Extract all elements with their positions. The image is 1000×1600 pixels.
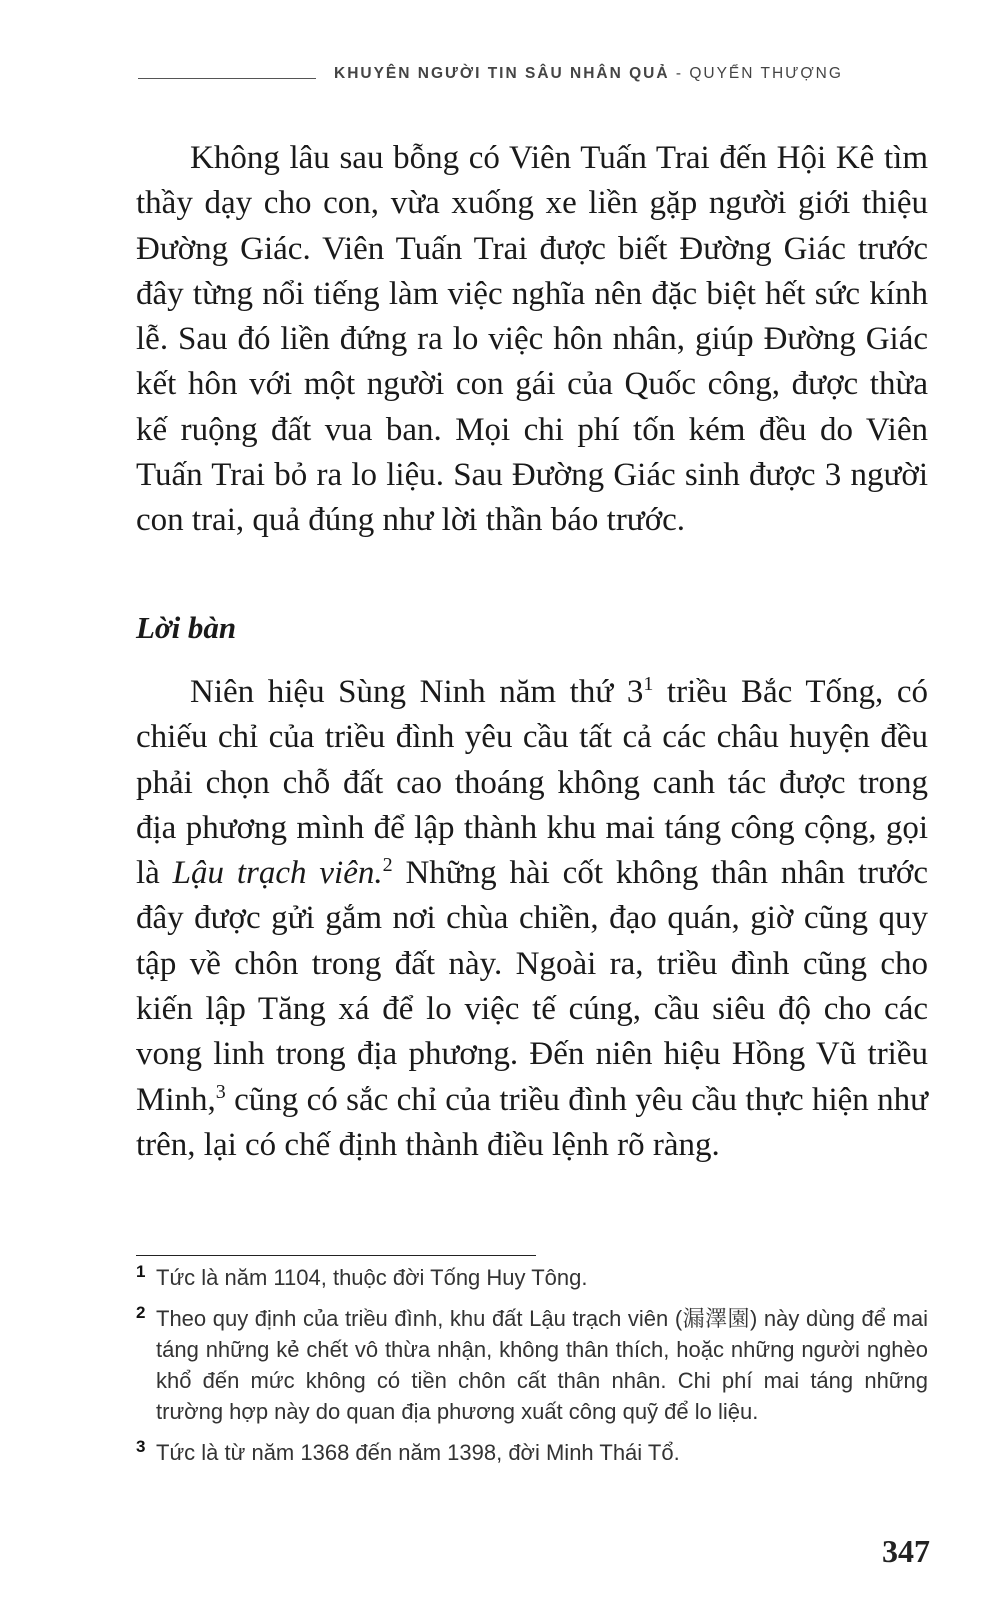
italic-term: Lậu trạch viên. [172,855,383,892]
header-text [334,65,843,83]
footnote-3 [136,1437,928,1468]
footnote-1-text: Tức là năm 1104, thuộc đời Tống Huy Tông. [156,1265,588,1290]
footnote-1 [136,1262,928,1293]
footnote-2 [136,1303,928,1427]
paragraph-1-text: Không lâu sau bỗng có Viên Tuấn Trai đến Hội Kê tìm thầy dạy cho con, vừa xuống xe liền gặp người giới thiệu Đường Giác. Viên Tuấn Trai được biết Đường Giác trước đây từng nổi tiếng làm việc nghĩa nên đặc biệt hết sức kính lễ. Sau đó liền đứng ra lo việc hôn nhân, giúp Đường Giác kết hôn với một người con gái của Quốc công, được thừa kế ruộng đất vua ban. Mọi chi phí tốn kém đều do Viên Tuấn Trai bỏ ra lo liệu. Sau Đường Giác sinh được 3 người con trai, quả đúng như lời thần báo trước. [136,140,928,539]
footnote-ref-1: 1 [643,673,654,695]
footnote-1-mark: 1 [136,1262,146,1281]
header-separator: - [669,65,690,82]
footnote-rule [136,1255,536,1256]
footnote-ref-3: 3 [215,1080,226,1103]
book-title: KHUYÊN NGƯỜI TIN SÂU NHÂN QUẢ [334,65,670,82]
paragraph-2-part-4: cũng có sắc chỉ của triều đình yêu cầu thực hiện như trên, lại có chế định thành điều lệnh rõ ràng. [136,1081,928,1163]
footnote-2-mark: 2 [136,1303,146,1322]
volume-title: QUYỂN THƯỢNG [689,65,843,82]
footnotes [136,1262,928,1478]
paragraph-1 [136,136,928,544]
paragraph-2 [136,670,928,1168]
paragraph-2-part-3: Những hài cốt không thân nhân trước đây được gửi gắm nơi chùa chiền, đạo quán, giờ cũng quy tập về chôn trong đất này. Ngoài ra, triều đình cũng cho kiến lập Tăng xá để lo việc tế cúng, cầu siêu độ cho các vong linh trong địa phương. Đến niên hiệu Hồng Vũ triều Minh, [136,855,928,1118]
page-number: 347 [882,1533,930,1569]
section-heading: Lời bàn [136,610,237,645]
footnote-3-mark: 3 [136,1437,146,1456]
footnote-2-text: Theo quy định của triều đình, khu đất Lậu trạch viên (漏澤園) này dùng để mai táng những kẻ chết vô thừa nhận, không thân thích, hoặc những người nghèo khổ đến mức không có tiền chôn cất thân nhân. Chi phí mai táng những trường hợp này do quan địa phương xuất công quỹ để lo liệu. [156,1306,928,1424]
paragraph-2-part-1: Niên hiệu Sùng Ninh năm thứ 3 [190,674,644,710]
running-header [138,62,930,86]
paragraph-2-part-2: triều Bắc Tống, có chiếu chỉ của triều đình yêu cầu tất cả các châu huyện đều phải chọn chỗ đất cao thoáng không canh tác được trong địa phương mình để lập thành khu mai táng công cộng, gọi là [136,674,928,892]
paragraph-2-text [136,670,928,1168]
footnote-ref-2: 2 [382,854,393,877]
footnote-3-text: Tức là từ năm 1368 đến năm 1398, đời Minh Thái Tổ. [156,1440,680,1465]
header-rule [138,78,316,79]
